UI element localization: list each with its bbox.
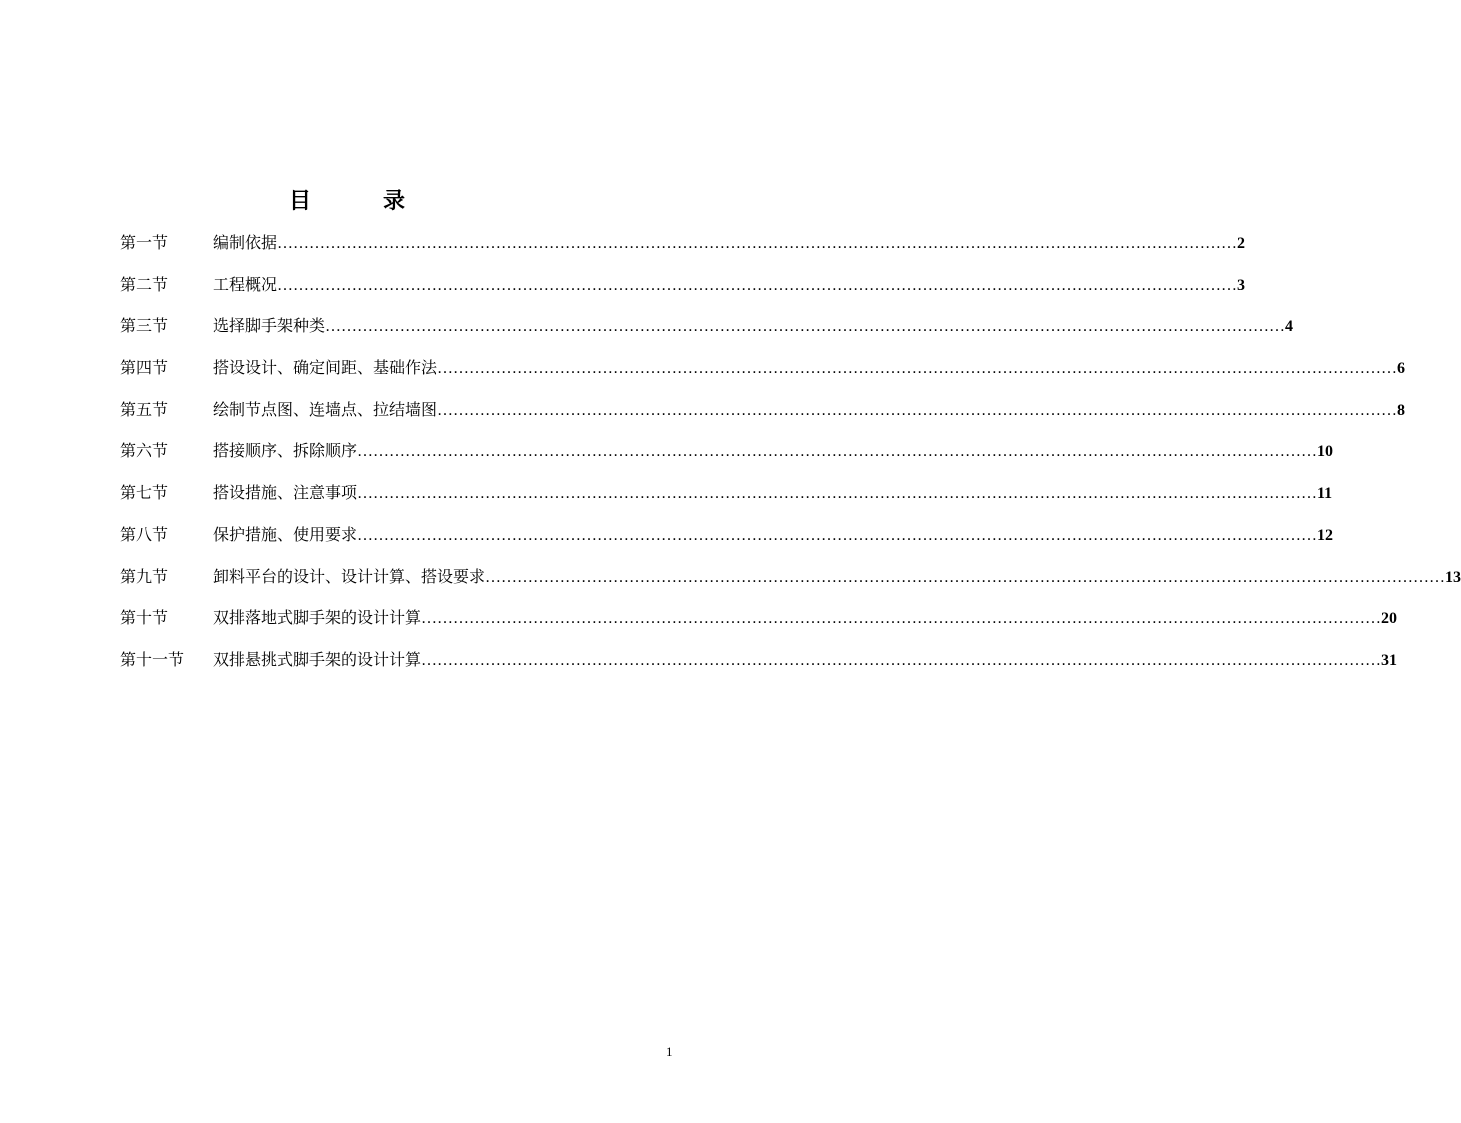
toc-section-title: 搭接顺序、拆除顺序 — [213, 441, 358, 461]
toc-section-number: 第六节 — [120, 441, 169, 461]
toc-entry — [213, 605, 1398, 632]
toc-section-title: 选择脚手架种类 — [213, 316, 326, 336]
toc-section-title: 编制依据 — [213, 233, 278, 252]
toc-section-title: 双排落地式脚手架的设计计算 — [213, 608, 422, 628]
toc-entry — [213, 564, 1461, 591]
toc-list — [0, 230, 1461, 689]
toc-row[interactable] — [0, 355, 1406, 397]
toc-section-number: 第七节 — [120, 483, 169, 503]
toc-row[interactable] — [0, 647, 1398, 689]
toc-dot-leader: ……………………………………………………………………………………………………………………………………………………………… — [421, 610, 1382, 628]
toc-row[interactable] — [0, 397, 1406, 439]
toc-title — [0, 186, 794, 216]
toc-entry — [213, 480, 1333, 507]
toc-section-title: 卸料平台的设计、设计计算、搭设要求 — [213, 566, 486, 586]
toc-dot-leader: ……………………………………………………………………………………………………………………………………………………………… — [325, 318, 1286, 336]
toc-dot-leader: ……………………………………………………………………………………………………………………………………………………………… — [357, 526, 1318, 544]
toc-row[interactable] — [0, 230, 1246, 272]
toc-section-title: 保护措施、使用要求 — [213, 524, 358, 544]
toc-row[interactable] — [0, 605, 1398, 647]
toc-dot-leader: ……………………………………………………………………………………………………………………………………………………………… — [277, 276, 1238, 294]
toc-row[interactable] — [0, 313, 1294, 355]
toc-row[interactable] — [0, 272, 1246, 314]
toc-page-number: 11 — [1317, 485, 1333, 503]
toc-section-number: 第五节 — [120, 399, 169, 419]
toc-dot-leader: ……………………………………………………………………………………………………………………………………………………………… — [485, 568, 1446, 586]
toc-dot-leader: ……………………………………………………………………………………………………………………………………………………………… — [437, 401, 1398, 419]
toc-title-char-2: 录 — [383, 188, 406, 214]
toc-row[interactable] — [0, 438, 1334, 480]
toc-row[interactable] — [0, 480, 1333, 522]
toc-entry — [213, 272, 1246, 299]
toc-section-number: 第二节 — [120, 274, 169, 294]
toc-entry — [213, 355, 1406, 382]
toc-dot-leader: ……………………………………………………………………………………………………………………………………………………………… — [421, 651, 1382, 669]
toc-page-number: 6 — [1397, 360, 1406, 378]
toc-entry — [213, 313, 1294, 340]
toc-title-char-1: 目 — [289, 188, 312, 214]
toc-row[interactable] — [0, 564, 1461, 606]
toc-section-number: 第九节 — [120, 566, 169, 586]
toc-section-number: 第一节 — [120, 233, 169, 252]
toc-entry — [213, 397, 1406, 424]
toc-section-number: 第三节 — [120, 316, 169, 336]
toc-page-number: 3 — [1237, 276, 1246, 294]
toc-section-number: 第十一节 — [120, 649, 185, 669]
toc-section-number: 第四节 — [120, 358, 169, 378]
toc-entry — [213, 522, 1334, 549]
toc-page-number: 12 — [1317, 526, 1334, 544]
toc-entry — [213, 647, 1398, 674]
toc-entry — [213, 438, 1334, 465]
toc-entry — [213, 230, 1246, 257]
toc-page-number: 31 — [1381, 651, 1398, 669]
toc-section-title: 绘制节点图、连墙点、拉结墙图 — [213, 399, 438, 419]
toc-section-number: 第十节 — [120, 608, 169, 628]
toc-page-number: 20 — [1381, 610, 1398, 628]
toc-page-number: 4 — [1285, 318, 1294, 336]
footer-page-number: 1 — [666, 1044, 673, 1059]
toc-dot-leader: ……………………………………………………………………………………………………………………………………………………………… — [357, 485, 1318, 503]
toc-page-number: 2 — [1237, 235, 1246, 252]
toc-section-title: 工程概况 — [213, 274, 278, 294]
toc-dot-leader: ……………………………………………………………………………………………………………………………………………………………… — [357, 443, 1318, 461]
toc-row[interactable] — [0, 522, 1334, 564]
toc-dot-leader: ……………………………………………………………………………………………………………………………………………………………… — [437, 360, 1398, 378]
toc-section-title: 搭设设计、确定间距、基础作法 — [213, 358, 438, 378]
toc-section-title: 搭设措施、注意事项 — [213, 483, 358, 503]
toc-page-number: 8 — [1397, 401, 1406, 419]
toc-dot-leader: ……………………………………………………………………………………………………………………………………………………………… — [277, 235, 1238, 252]
toc-section-number: 第八节 — [120, 524, 169, 544]
toc-page-number: 10 — [1317, 443, 1334, 461]
toc-section-title: 双排悬挑式脚手架的设计计算 — [213, 649, 422, 669]
toc-page-number: 13 — [1445, 568, 1461, 586]
